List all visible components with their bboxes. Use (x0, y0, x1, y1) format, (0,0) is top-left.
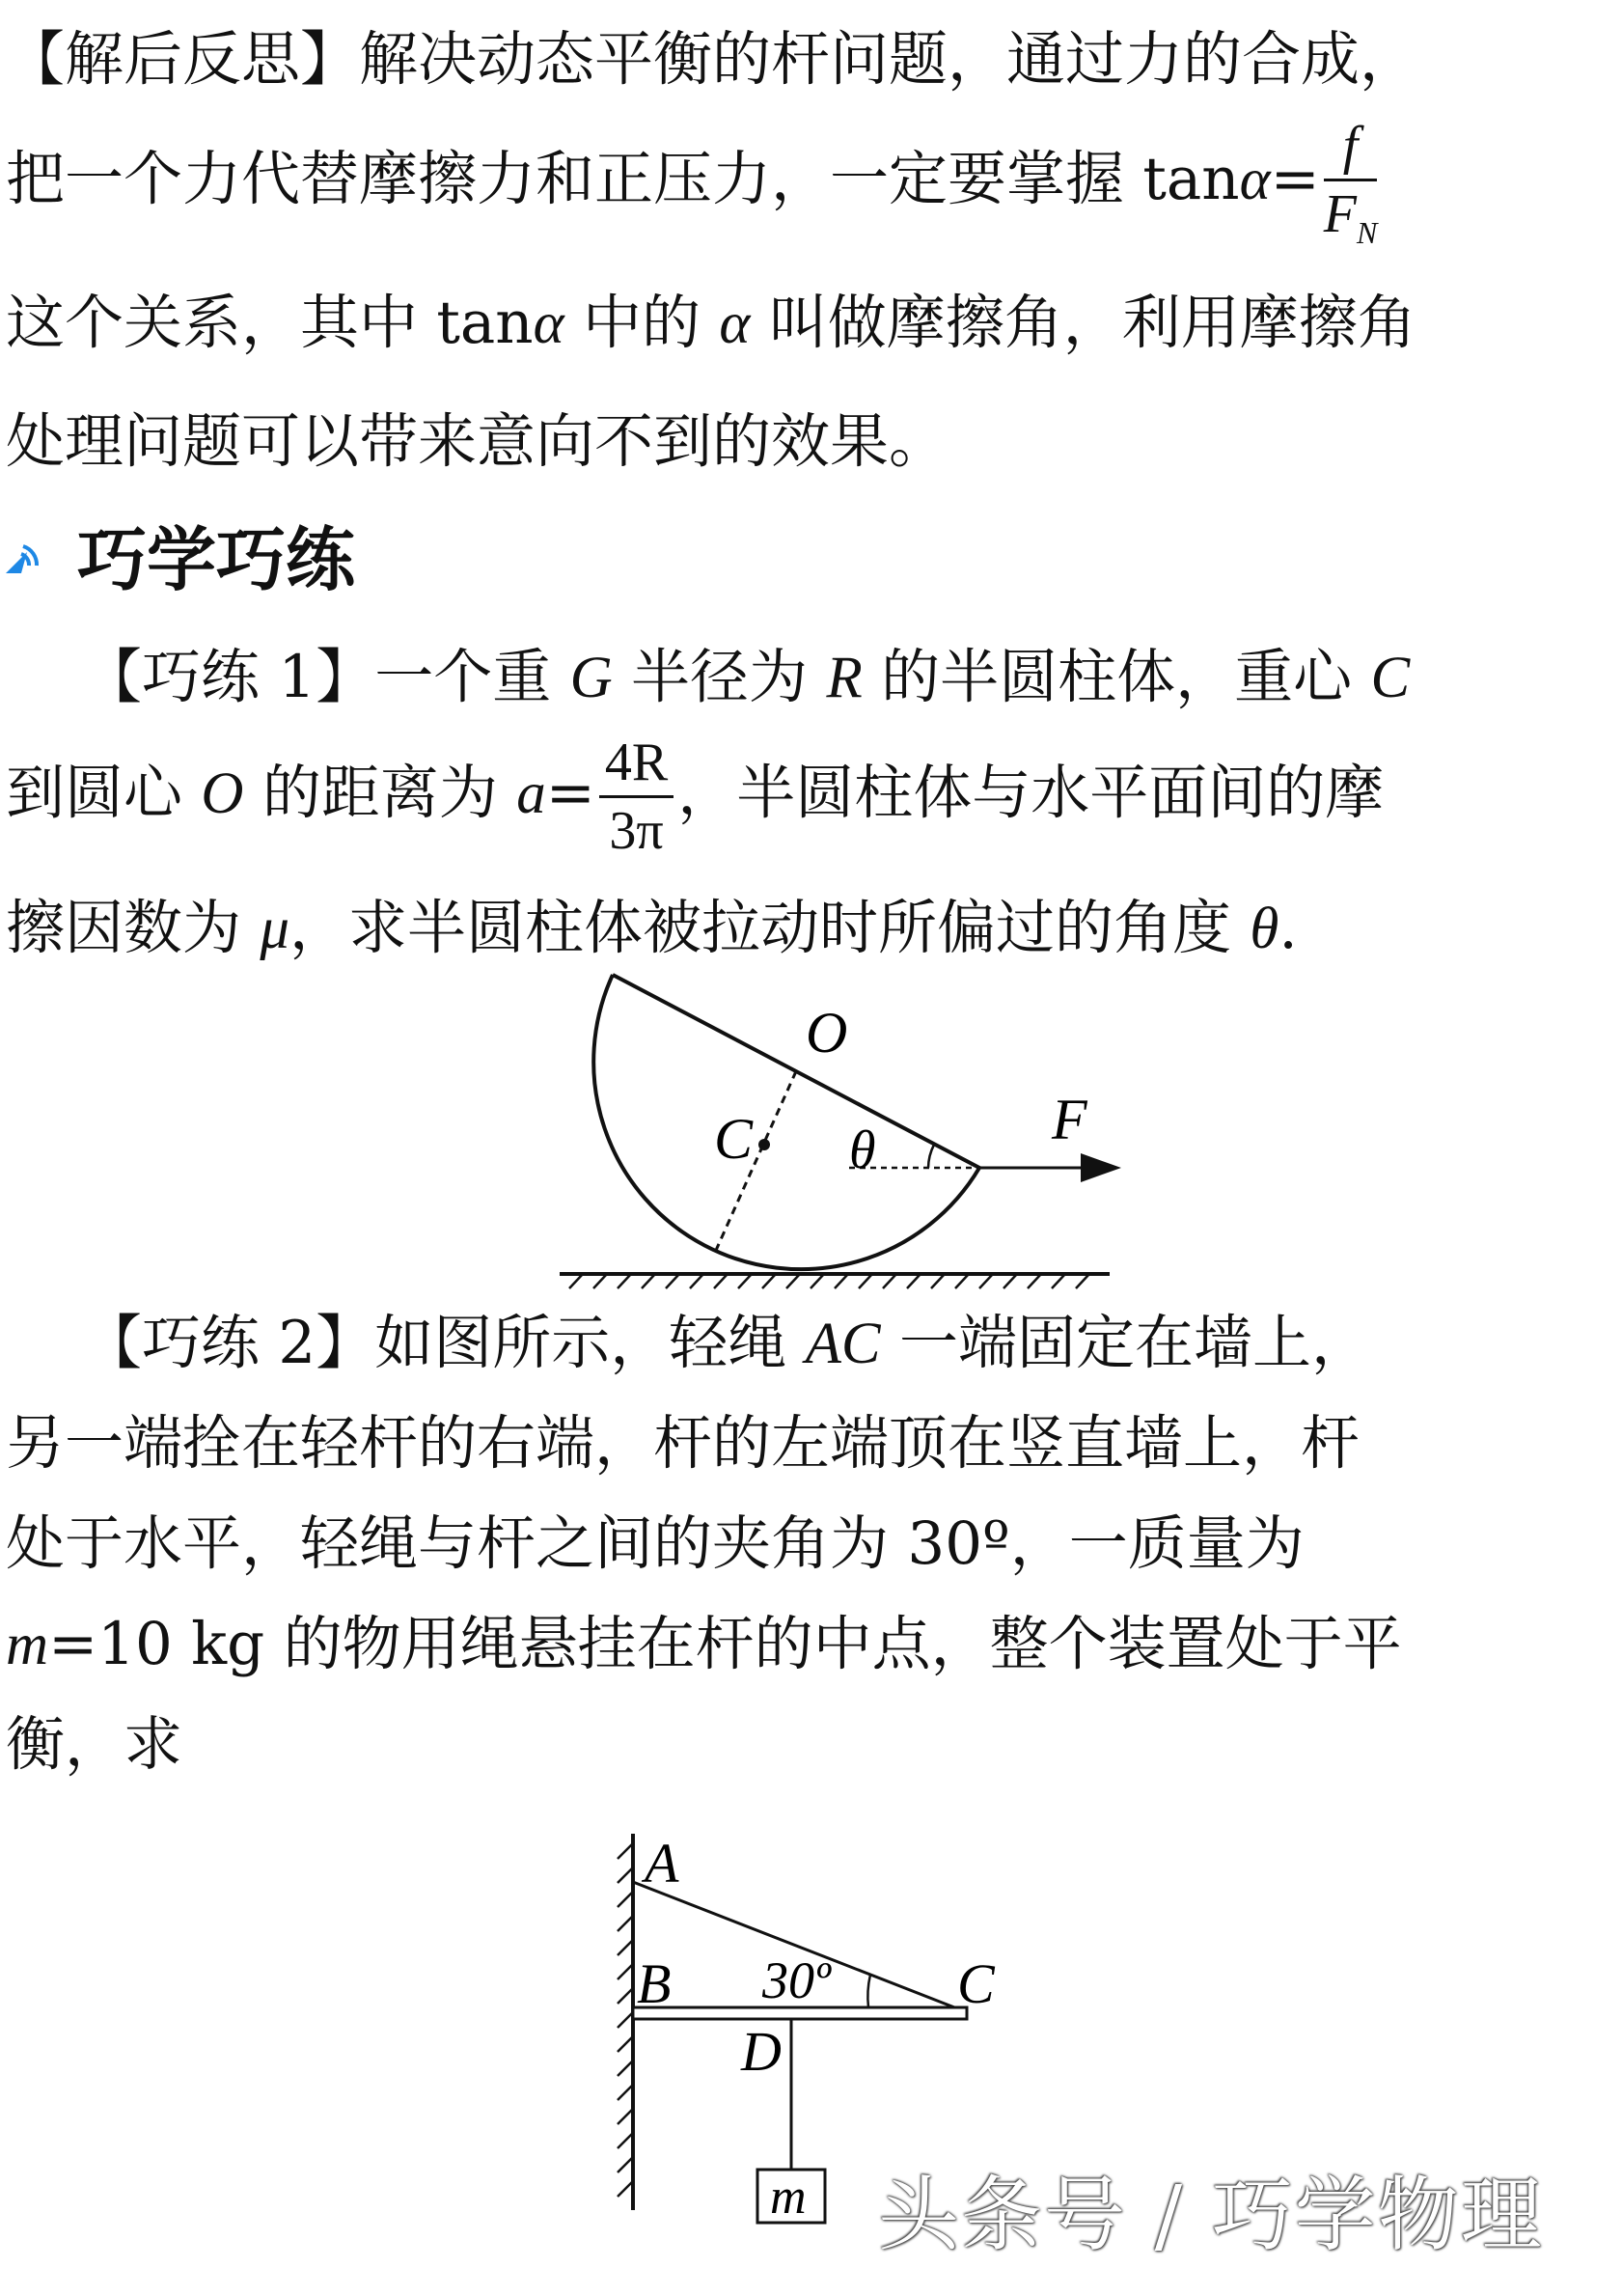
ground-hatching (569, 1274, 1089, 1288)
half-cylinder-figure (540, 965, 1139, 1293)
label-c: C (714, 1107, 754, 1171)
label-o: O (806, 1001, 848, 1065)
exercise-1-label: 【巧练 1】 (83, 643, 375, 711)
exercise-2-line-1: 【巧练 2】如图所示，轻绳 AC 一端固定在墙上， (83, 1309, 1370, 1377)
reflection-line-4: 处理问题可以带来意向不到的效果。 (6, 407, 948, 476)
label-d: D (741, 2020, 782, 2083)
exercise-2-label: 【巧练 2】 (83, 1309, 375, 1377)
label-c: C (957, 1952, 995, 2015)
reflection-line-2: 把一个力代替摩擦力和正压力，一定要掌握 tanα= $\frac{f}{F_N}$ (6, 116, 1378, 251)
section-header (0, 512, 579, 608)
exercise-1-line-3: 擦因数为 μ，求半圆柱体被拉动时所偏过的角度 θ. (6, 894, 1298, 962)
section-title: 巧学巧练 (77, 519, 356, 600)
reflection-line-1: 【解后反思】解决动态平衡的杆问题，通过力的合成， (6, 25, 1419, 94)
center-of-mass-dot (758, 1139, 770, 1150)
exercise-1-line-2: 到圆心 O 的距离为 a= $\frac{4R}{3\pi}$ ，半圆柱体与水平面间的摩 (6, 733, 1385, 862)
exercise-2-line-4: m=10 kg 的物用绳悬挂在杆的中点，整个装置处于平 (6, 1610, 1402, 1678)
signal-arrow-icon (0, 531, 58, 589)
label-angle: 30º (762, 1951, 831, 2009)
label-m: m (770, 2170, 807, 2225)
distance-fraction: $\frac{4R}{3\pi}$ (599, 735, 674, 858)
label-b: B (637, 1952, 672, 2015)
angle-arc (867, 1975, 870, 2007)
reflection-paragraph (6, 0, 1612, 501)
exercise-2-line-5: 衡，求 (6, 1710, 183, 1779)
friction-ratio-fraction: $\frac{f}{F_N}$ (1323, 116, 1378, 251)
reflection-label: 【解后反思】 (6, 25, 360, 94)
label-theta: θ (849, 1120, 876, 1180)
wall-hatching (618, 1843, 633, 2197)
label-f: F (1052, 1088, 1087, 1151)
exercise-2-line-3: 处于水平，轻绳与杆之间的夹角为 30º，一质量为 (6, 1509, 1305, 1578)
exercise-2 (6, 1293, 1612, 1795)
exercise-2-line-2: 另一端拴在轻杆的右端，杆的左端顶在竖直墙上，杆 (6, 1409, 1361, 1478)
reflection-line-3: 这个关系，其中 tanα 中的 α 叫做摩擦角，利用摩擦角 (6, 289, 1416, 357)
theta-angle-arc (928, 1145, 934, 1168)
label-a: A (645, 1832, 679, 1895)
exercise-1-line-1: 【巧练 1】一个重 G 半径为 R 的半圆柱体，重心 C (83, 643, 1411, 711)
watermark: 头条号 / 巧学物理 (878, 2168, 1544, 2262)
half-cylinder-body (593, 975, 979, 1269)
exercise-1 (6, 618, 1612, 984)
